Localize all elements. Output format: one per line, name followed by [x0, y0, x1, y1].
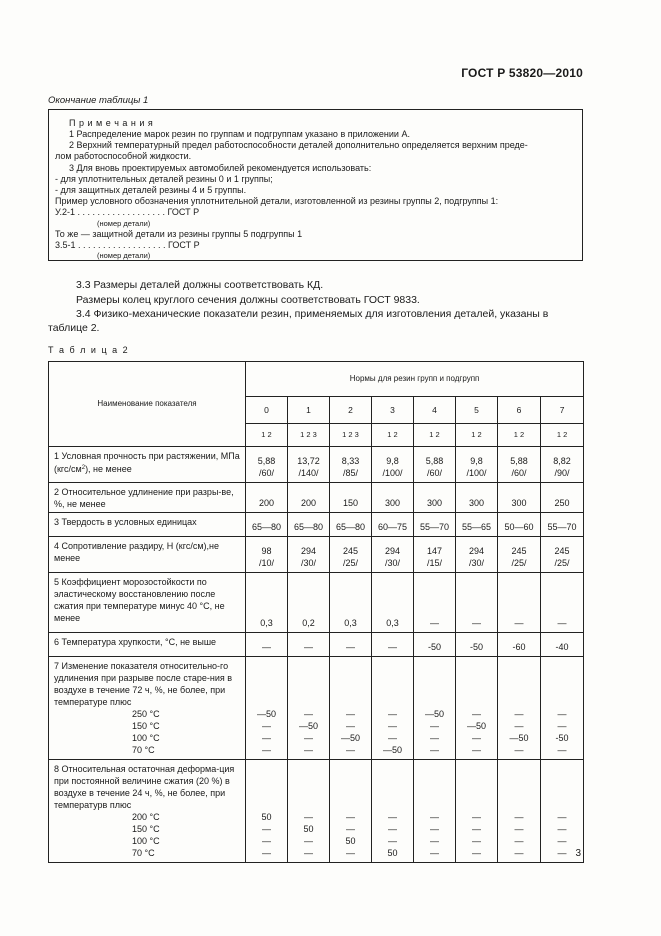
value-text: -50 [555, 733, 569, 743]
table-row [49, 657, 584, 760]
superscript: 2 [81, 465, 86, 471]
value-text: 0,3 [260, 618, 273, 628]
paragraph-3-4: 3.4 Физико-механические показатели резин, применяемых для изготовления деталей, указаны в [76, 308, 549, 320]
value-cell [288, 447, 330, 483]
value-text: 294 [384, 546, 401, 556]
value-text: — [346, 709, 355, 719]
value-text: — [346, 642, 355, 652]
value-cell [541, 447, 584, 483]
value-text: 245 [342, 546, 359, 556]
value-text: — [472, 733, 481, 743]
indicator-name [49, 657, 246, 760]
value-text: — [346, 824, 355, 834]
value-text: — [388, 733, 397, 743]
document-code: ГОСТ Р 53820—2010 [461, 66, 583, 80]
value-cell [372, 657, 414, 760]
indicator-name [49, 483, 246, 513]
value-text: — [514, 618, 524, 628]
value-text: — [304, 733, 313, 743]
paragraph-3-3: 3.3 Размеры деталей должны соответствовать КД. [76, 279, 324, 291]
group-header: 1 [288, 397, 330, 424]
indicator-name-tail: ), не менее [85, 464, 132, 474]
value-text: — [472, 824, 481, 834]
properties-table [48, 361, 584, 863]
value-text: — [557, 836, 567, 846]
value-text: /60/ [426, 468, 442, 478]
group-header: 6 [498, 397, 541, 424]
value-text: —50 [466, 721, 486, 731]
indicator-name [49, 760, 246, 863]
value-text: -40 [555, 642, 569, 652]
value-cell [414, 537, 456, 573]
value-text: — [557, 618, 567, 628]
value-text: — [304, 836, 313, 846]
subgroup-header: 1 2 [456, 424, 498, 447]
value-text: — [472, 812, 481, 822]
paragraph-3-3-cont: Размеры колец круглого сечения должны соответствовать ГОСТ 9833. [76, 294, 420, 306]
table-row [49, 573, 584, 633]
group-header: 5 [456, 397, 498, 424]
note-line: 3 Для вновь проектируемых автомобилей рекомендуется использовать: [69, 163, 372, 173]
value-cell [372, 513, 414, 537]
value-text: — [557, 709, 567, 719]
value-text: — [514, 721, 524, 731]
value-cell [456, 633, 498, 657]
value-cell [330, 483, 372, 513]
note-line: лом работоспособной жидкости. [55, 151, 192, 161]
value-text: 55—65 [461, 522, 492, 532]
subgroup-header: 1 2 3 [330, 424, 372, 447]
value-text: — [430, 848, 439, 858]
value-cell [456, 760, 498, 863]
value-text: 300 [384, 498, 401, 508]
value-cell [330, 573, 372, 633]
value-text: /60/ [511, 468, 527, 478]
note-line: 3.5-1 . . . . . . . . . . . . . . . . . . ГОСТ Р [55, 240, 200, 250]
value-text: /90/ [554, 468, 570, 478]
value-text: — [430, 733, 439, 743]
value-text: /10/ [258, 558, 274, 568]
value-cell [288, 513, 330, 537]
subgroup-header: 1 2 [541, 424, 584, 447]
indicator-name [49, 513, 246, 537]
value-text: 5,88 [425, 456, 444, 466]
temperature-label: 150 °С [132, 824, 160, 834]
value-text: — [514, 709, 524, 719]
value-text: — [514, 745, 524, 755]
value-cell [456, 483, 498, 513]
table-continuation-label: Окончание таблицы 1 [48, 95, 149, 106]
value-cell [498, 483, 541, 513]
value-cell [246, 537, 288, 573]
value-text: 13,72 [297, 456, 320, 466]
value-text: — [430, 618, 439, 628]
value-text: — [304, 812, 313, 822]
value-cell [288, 633, 330, 657]
value-cell [456, 537, 498, 573]
subgroup-header: 1 2 [498, 424, 541, 447]
value-text: 50—60 [504, 522, 534, 532]
value-cell [414, 760, 456, 863]
value-cell [541, 483, 584, 513]
temperature-label: 250 °С [132, 709, 160, 719]
value-cell [246, 447, 288, 483]
group-header: 7 [541, 397, 584, 424]
value-text: 294 [300, 546, 317, 556]
value-text: 50 [303, 824, 314, 834]
notes-title: П р и м е ч а н и я [69, 118, 154, 128]
value-text: — [262, 745, 271, 755]
value-text: 200 [300, 498, 317, 508]
note-line: 1 Распределение марок резин по группам и подгруппам указано в приложении А. [69, 129, 410, 139]
value-cell [288, 483, 330, 513]
value-text: 150 [342, 498, 359, 508]
value-cell [456, 573, 498, 633]
table-row [49, 760, 584, 863]
temperature-label: 200 °С [132, 812, 160, 822]
value-cell [372, 537, 414, 573]
value-text: /25/ [511, 558, 527, 568]
note-line: - для уплотнительных деталей резины 0 и 1 группы; [55, 174, 273, 184]
value-text: 8,33 [341, 456, 360, 466]
temperature-label: 100 °С [132, 733, 160, 743]
value-cell [541, 513, 584, 537]
value-text: — [388, 721, 397, 731]
subgroup-header: 1 2 [414, 424, 456, 447]
value-cell [330, 760, 372, 863]
page-number: 3 [575, 848, 581, 859]
note-line: У.2-1 . . . . . . . . . . . . . . . . . . ГОСТ Р [55, 207, 200, 217]
value-text: — [346, 848, 355, 858]
value-text: —50 [509, 733, 529, 743]
value-cell [541, 657, 584, 760]
indicator-name-text: 5 Коэффициент морозостойкости по эластическому восстановлению после сжатия при температуре минус 40 °С, не менее [54, 577, 225, 623]
note-line: 2 Верхний температурный предел работоспособности деталей дополнительно определяется верхним преде- [69, 140, 528, 150]
temperature-label: 70 °С [132, 745, 155, 755]
value-cell [246, 760, 288, 863]
value-cell [372, 573, 414, 633]
col-name-header: Наименование показателя [49, 362, 246, 447]
note-line: - для защитных деталей резины 4 и 5 группы. [55, 185, 247, 195]
value-cell [372, 483, 414, 513]
value-text: 0,3 [386, 618, 399, 628]
table-row [49, 447, 584, 483]
value-text: 55—70 [419, 522, 450, 532]
value-text: 5,88 [257, 456, 276, 466]
temperature-label: 70 °С [132, 848, 155, 858]
value-cell [330, 657, 372, 760]
value-text: 300 [426, 498, 443, 508]
value-text: 65—80 [251, 522, 282, 532]
value-cell [456, 447, 498, 483]
value-text: — [388, 642, 397, 652]
value-text: — [346, 812, 355, 822]
value-text: — [388, 836, 397, 846]
subgroup-header: 1 2 [372, 424, 414, 447]
table-body [49, 447, 584, 863]
indicator-name-text: 3 Твердость в условных единицах [54, 517, 197, 527]
value-cell [414, 513, 456, 537]
temperature-label: 150 °С [132, 721, 160, 731]
value-cell [414, 573, 456, 633]
value-text: 9,8 [386, 456, 399, 466]
value-text: /100/ [466, 468, 487, 478]
value-cell [372, 760, 414, 863]
note-caption: (номер детали) [97, 219, 151, 228]
value-text: — [514, 848, 524, 858]
value-text: 147 [426, 546, 443, 556]
value-text: — [262, 836, 271, 846]
value-text: — [514, 812, 524, 822]
subgroup-header: 1 2 3 [288, 424, 330, 447]
value-text: 245 [511, 546, 527, 556]
group-header: 3 [372, 397, 414, 424]
value-text: — [304, 642, 313, 652]
value-cell [498, 633, 541, 657]
temperature-label: 100 °С [132, 836, 160, 846]
value-text: — [557, 721, 567, 731]
value-cell [330, 537, 372, 573]
value-cell [246, 573, 288, 633]
value-cell [541, 573, 584, 633]
value-text: 250 [554, 498, 570, 508]
value-text: /15/ [426, 558, 442, 568]
value-text: —50 [340, 733, 360, 743]
value-text: —50 [382, 745, 402, 755]
value-text: — [304, 745, 313, 755]
value-text: /30/ [300, 558, 316, 568]
value-text: 294 [468, 546, 485, 556]
value-cell [498, 537, 541, 573]
note-caption: (номер детали) [97, 251, 151, 260]
value-cell [288, 573, 330, 633]
value-text: — [557, 745, 567, 755]
value-text: 9,8 [470, 456, 483, 466]
value-text: 0,2 [302, 618, 315, 628]
value-text: /25/ [554, 558, 570, 568]
value-text: /25/ [342, 558, 358, 568]
value-cell [246, 633, 288, 657]
value-cell [498, 513, 541, 537]
table-label: Т а б л и ц а 2 [48, 345, 130, 355]
value-cell [541, 633, 584, 657]
value-text: —50 [298, 721, 318, 731]
group-header: 0 [246, 397, 288, 424]
paragraph-3-4-cont: таблице 2. [48, 322, 100, 334]
value-text: /100/ [382, 468, 403, 478]
value-text: /140/ [298, 468, 319, 478]
value-text: — [430, 721, 439, 731]
value-cell [288, 657, 330, 760]
value-cell [414, 657, 456, 760]
value-text: — [472, 745, 481, 755]
group-header: 4 [414, 397, 456, 424]
value-cell [456, 513, 498, 537]
value-text: —50 [424, 709, 444, 719]
value-text: — [304, 848, 313, 858]
value-text: — [430, 836, 439, 846]
value-cell [541, 537, 584, 573]
value-cell [498, 657, 541, 760]
value-cell [246, 483, 288, 513]
value-text: 5,88 [510, 456, 528, 466]
value-text: 200 [258, 498, 275, 508]
value-text: 50 [261, 812, 272, 822]
value-text: — [557, 848, 567, 858]
value-text: — [557, 812, 567, 822]
value-text: — [262, 824, 271, 834]
value-cell [414, 447, 456, 483]
indicator-name-text: 2 Относительное удлинение при разры-ве, %, не менее [54, 487, 234, 509]
note-line: То же — защитной детали из резины группы 5 подгруппы 1 [55, 229, 303, 239]
value-text: — [388, 812, 397, 822]
value-text: /85/ [342, 468, 358, 478]
value-cell [330, 513, 372, 537]
indicator-name [49, 633, 246, 657]
subgroup-header: 1 2 [246, 424, 288, 447]
value-cell [330, 447, 372, 483]
value-cell [372, 447, 414, 483]
value-text: — [514, 824, 524, 834]
table-row [49, 537, 584, 573]
value-text: — [262, 721, 271, 731]
value-text: -50 [469, 642, 483, 652]
value-cell [498, 760, 541, 863]
value-cell [414, 483, 456, 513]
value-text: — [262, 733, 271, 743]
value-text: — [472, 709, 481, 719]
value-text: — [388, 824, 397, 834]
indicator-name-text: 8 Относительная остаточная деформа-ция при постоянной величине сжатия (20 %) в воздухе в течение 24 ч, %, не более, при температурв плюс [54, 764, 235, 810]
value-text: — [346, 745, 355, 755]
indicator-name-text: 6 Температура хрупкости, °С, не выше [54, 637, 217, 647]
value-text: — [262, 642, 271, 652]
indicator-name [49, 447, 246, 483]
value-cell [246, 657, 288, 760]
value-text: — [430, 824, 439, 834]
value-text: — [304, 709, 313, 719]
value-text: 50 [387, 848, 398, 858]
notes-box [48, 109, 583, 261]
value-text: /60/ [258, 468, 274, 478]
indicator-name [49, 573, 246, 633]
value-text: /30/ [384, 558, 400, 568]
value-text: 50 [345, 836, 356, 846]
value-text: — [557, 824, 567, 834]
value-text: 8,82 [553, 456, 571, 466]
value-cell [330, 633, 372, 657]
value-text: /30/ [468, 558, 484, 568]
indicator-name [49, 537, 246, 573]
note-line: Пример условного обозначения уплотнительной детали, изготовленной из резины группы 2, подгруппы 1: [55, 196, 499, 206]
value-text: 55—70 [547, 522, 577, 532]
value-text: 300 [511, 498, 527, 508]
value-text: —50 [256, 709, 276, 719]
value-text: — [262, 848, 271, 858]
indicator-name-text: 7 Изменение показателя относительно-го удлинения при разрыве после старе-ния в воздухе в течение 72 ч, %, не более, при температуре плюс [54, 661, 233, 707]
value-cell [456, 657, 498, 760]
value-text: — [346, 721, 355, 731]
value-cell [498, 573, 541, 633]
value-cell [288, 760, 330, 863]
value-cell [372, 633, 414, 657]
table-row [49, 633, 584, 657]
value-cell [246, 513, 288, 537]
value-text: — [472, 618, 481, 628]
indicator-name-text: 1 Условная прочность при растяжении, МПа (кгс/см [54, 451, 240, 474]
value-text: — [514, 836, 524, 846]
value-text: 98 [261, 546, 272, 556]
value-cell [498, 447, 541, 483]
value-text: -50 [427, 642, 441, 652]
value-text: 245 [554, 546, 570, 556]
table-row [49, 513, 584, 537]
value-text: — [388, 709, 397, 719]
value-text: 60—75 [377, 522, 408, 532]
value-text: — [472, 836, 481, 846]
value-cell [288, 537, 330, 573]
table-row [49, 483, 584, 513]
value-text: 300 [468, 498, 485, 508]
value-text: 65—80 [293, 522, 324, 532]
value-cell [414, 633, 456, 657]
group-header: 2 [330, 397, 372, 424]
value-text: — [430, 812, 439, 822]
indicator-name-text: 4 Сопротивление раздиру, Н (кгс/см),не менее [54, 541, 219, 563]
value-text: — [472, 848, 481, 858]
value-text: 0,3 [344, 618, 357, 628]
value-text: 65—80 [335, 522, 366, 532]
norms-header: Нормы для резин групп и подгрупп [246, 362, 584, 397]
value-text: -60 [512, 642, 526, 652]
value-text: — [430, 745, 439, 755]
